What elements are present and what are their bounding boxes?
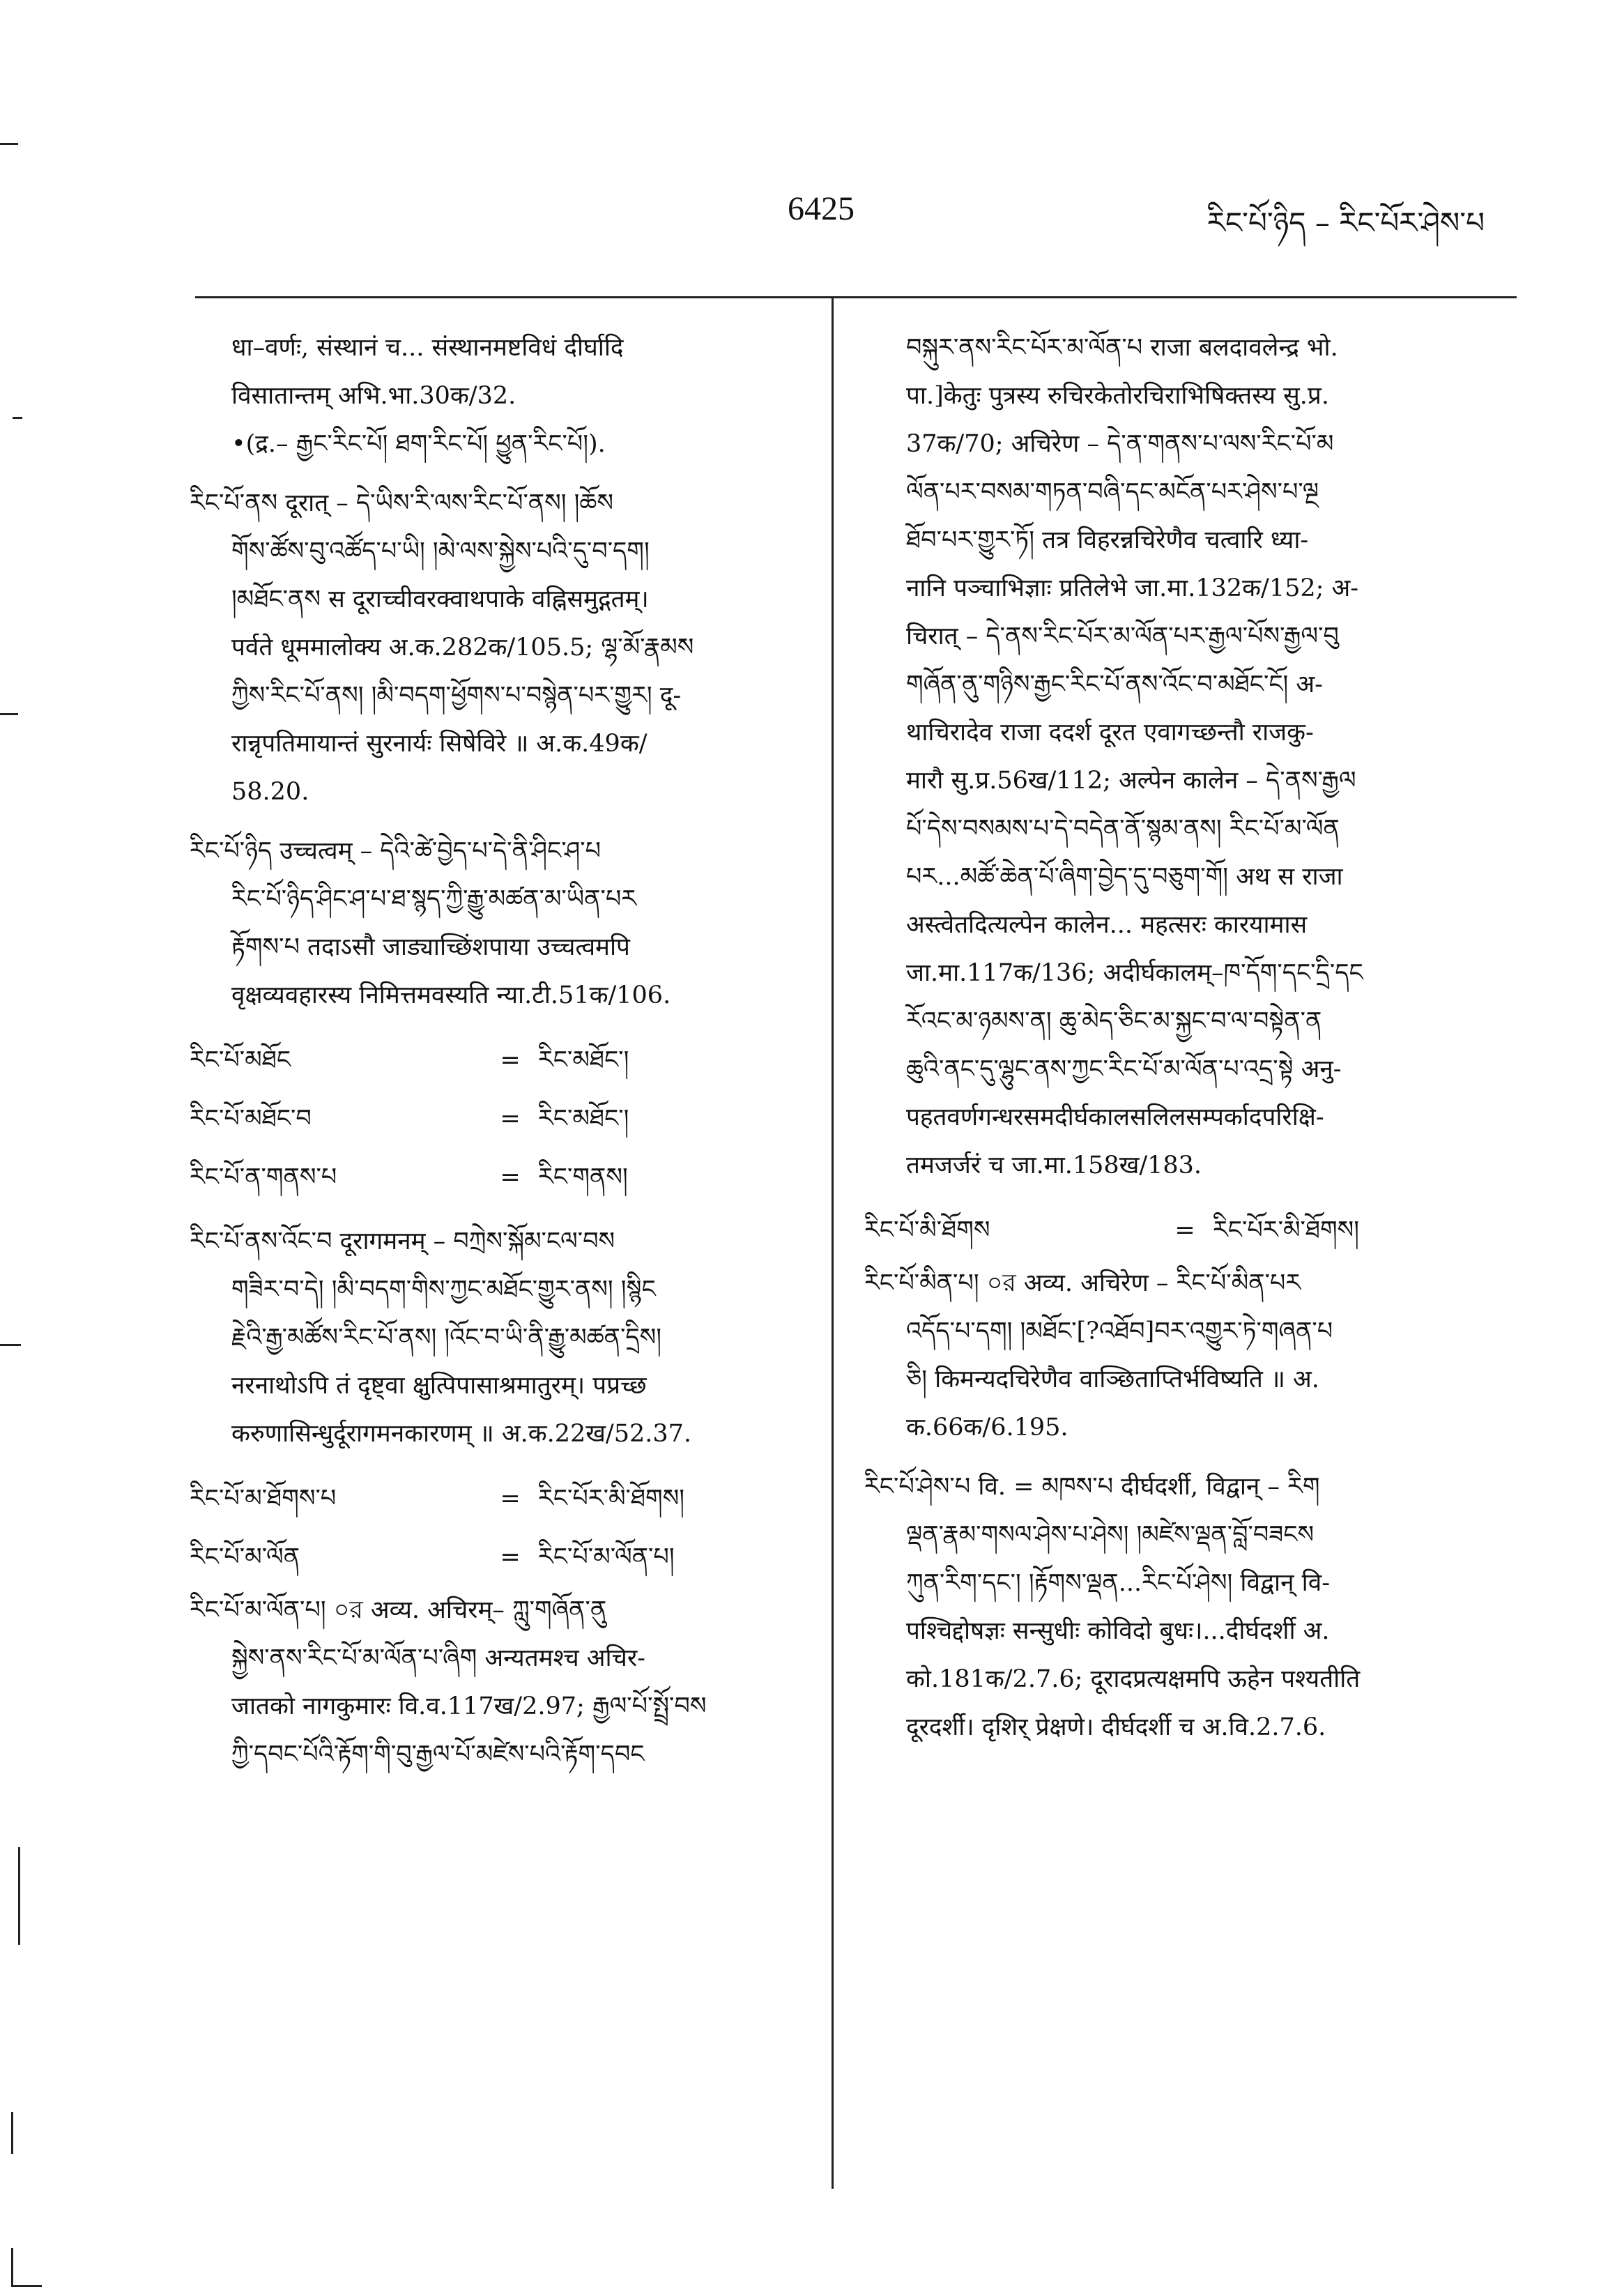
headword: རིང་པོ་མ་ཐོགས་པ bbox=[190, 1485, 337, 1513]
entry-text-line: ལོན་པར་བསམ་གཏན་བཞི་དང་མངོན་པར་ཤེས་པ་ལྔ bbox=[906, 478, 1319, 506]
headword: རིང་པོ་མ་ལོན bbox=[190, 1543, 300, 1571]
see-also-term: རིང་མཐོང་། bbox=[538, 1105, 629, 1133]
entry-text-line: को.181क/2.7.6; दूरादप्रत्यक्षमपि ऊहेन पश्यतीति bbox=[906, 1665, 1361, 1693]
headword: རིང་པོ་ན་གནས་པ bbox=[190, 1163, 337, 1191]
cross-reference-row bbox=[190, 1528, 817, 1586]
headword: རིང་པོ་མཐོང་བ bbox=[190, 1105, 312, 1133]
see-also-term: རིང་པོ་མ་ལོན་པ། bbox=[538, 1543, 675, 1571]
entry-text-line: །མཐོང་ནས स दूराच्चीवरक्वाथपाके वह्निसमुद्गतम्। bbox=[231, 586, 649, 613]
entry-text-line: पश्चिद्दोषज्ञः सन्सुधीः कोविदो बुधः।...दीर्घदर्शी अ. bbox=[906, 1617, 1330, 1645]
entry-text-line: 58.20. bbox=[231, 778, 309, 806]
entry-text-line: ཐོབ་པར་གྱུར་ཏོ། तत्र विहरन्नचिरेणैव चत्वारि ध्या- bbox=[906, 526, 1309, 554]
entry-text-line: रान्नृपतिमायान्तं सुरनार्यः सिषेविरे ॥ अ.क.49क/ bbox=[231, 730, 648, 758]
headword: རིང་པོ་མི་ཐོགས bbox=[864, 1216, 990, 1244]
see-also-term: རིང་མཐོང་། bbox=[538, 1046, 629, 1074]
see-also-term: རིང་པོར་མི་ཐོགས། bbox=[1213, 1216, 1360, 1244]
entry-text-line: चिरात् – དེ་ནས་རིང་པོར་མ་ལོན་པར་རྒྱལ་པོས་རྒྱལ་བུ bbox=[906, 622, 1339, 650]
entry-text-line: अस्त्वेतदित्यल्पेन कालेन... महत्सरः कारयामास bbox=[906, 911, 1308, 939]
header-rule bbox=[195, 296, 1517, 298]
entry-gap bbox=[864, 1190, 1500, 1201]
margin-mark bbox=[11, 2285, 42, 2287]
entry-headword-line: རིང་པོ་ཉིད उच्चत्वम् – དེའི་ཚེ་བྱེད་པ་དེ་ནི་ཤིང་ཤ་པ bbox=[190, 837, 602, 865]
entry-gap bbox=[190, 1020, 817, 1031]
margin-mark bbox=[11, 2248, 13, 2286]
entry-text-line: नानि पञ्चाभिज्ञाः प्रतिलेभे जा.मा.132क/152; अ- bbox=[906, 574, 1359, 602]
entry-text-line: རྗེའི་རྒྱ་མཚོས་རིང་པོ་ནས། །འོང་བ་ཡི་ནི་རྒྱུ་མཚན་དྲིས། bbox=[231, 1324, 662, 1352]
cross-reference-row bbox=[190, 1469, 817, 1528]
entry-headword-line: རིང་པོ་ཤེས་པ वि. = མཁས་པ दीर्घदर्शी, विद्वान् – རིག bbox=[864, 1473, 1320, 1501]
see-also-term: རིང་གནས། bbox=[538, 1163, 628, 1191]
entry-headword-line: རིང་པོ་ནས दूरात् – དེ་ཡིས་རི་ལས་རིང་པོ་ནས། །ཆོས bbox=[190, 489, 613, 517]
entry-text-line: ཆུའི་ནང་དུ་ལྷུང་ནས་ཀྱང་རིང་པོ་མ་ལོན་པ་འདྲ་སྟེ अनु- bbox=[906, 1055, 1342, 1083]
entry-text-line: པོ་དེས་བསམས་པ་དེ་བདེན་ནོ་སྙམ་ནས། རིང་པོ་མ་ལོན bbox=[906, 815, 1340, 843]
margin-mark bbox=[18, 1847, 20, 1945]
equals-sign: = bbox=[500, 1163, 521, 1191]
entry-text-line: འདོད་པ་དག། །མཐོང་[?འཐོབ]བར་འགྱུར་ཏེ་གཞན་པ bbox=[906, 1317, 1333, 1345]
entry-text-line: བསྐུར་ནས་རིང་པོར་མ་ལོན་པ राजा बलदावलेन्द्र भो. bbox=[906, 334, 1338, 362]
entry-text-line: ཅི། किमन्यदचिरेणैव वाञ्छिताप्तिर्भविष्यति ॥ अ. bbox=[906, 1366, 1319, 1393]
entry-text-line: པར...མཚོ་ཆེན་པོ་ཞིག་བྱེད་དུ་བཅུག་གོ། अथ स राजा bbox=[906, 863, 1343, 891]
entry-gap bbox=[190, 1458, 817, 1469]
equals-sign: = bbox=[500, 1046, 521, 1074]
entry-text-line: पहतवर्णगन्धरसमदीर्घकालसलिलसम्पर्कादपरिक्षि- bbox=[906, 1103, 1324, 1131]
equals-sign: = bbox=[500, 1105, 521, 1133]
column-divider bbox=[832, 296, 834, 2189]
margin-mark bbox=[0, 143, 18, 145]
page-number: 6425 bbox=[788, 190, 855, 227]
entry-text-line: पा.]केतुः पुत्रस्य रुचिरकेतोरचिराभिषिक्तस्य सु.प्र. bbox=[906, 382, 1329, 410]
cross-reference-row bbox=[190, 1031, 817, 1089]
entry-text-line: ཀུན་རིག་དང་། །རྟོགས་ལྡན...རིང་པོ་ཤེས། विद्वान् वि- bbox=[906, 1569, 1331, 1597]
see-also-term: རིང་པོར་མི་ཐོགས། bbox=[538, 1485, 685, 1513]
entry-text-line: विसातान्तम् अभि.भा.30क/32. bbox=[231, 382, 516, 410]
entry-text-line: གཞོན་ནུ་གཉིས་རྒྱང་རིང་པོ་ནས་འོང་བ་མཐོང་ངོ། अ- bbox=[906, 671, 1324, 698]
entry-text-line: दूरदर्शी। दृशिर् प्रेक्षणे। दीर्घदर्शी च अ.वि.2.7.6. bbox=[906, 1713, 1326, 1741]
entry-text-line: तमजर्जरं च जा.मा.158ख/183. bbox=[906, 1152, 1202, 1179]
cross-reference-row bbox=[190, 1089, 817, 1148]
margin-mark bbox=[0, 1344, 21, 1346]
entry-text-line: क.66क/6.195. bbox=[906, 1414, 1068, 1442]
left-column bbox=[190, 324, 817, 2206]
right-column bbox=[864, 324, 1500, 2206]
entry-gap bbox=[190, 816, 817, 827]
entry-text-line: •(द्र.– རྒྱང་རིང་པོ། ཐག་རིང་པོ། ཕྱུན་རིང་པོ།). bbox=[231, 430, 606, 458]
entry-gap bbox=[190, 1207, 817, 1218]
entry-gap bbox=[864, 1452, 1500, 1463]
entry-headword-line: རིང་པོ་མ་ལོན་པ། ০র अव्य. अचिरम्– ཀླུ་གཞོན་ནུ bbox=[190, 1596, 607, 1624]
equals-sign: = bbox=[500, 1485, 521, 1513]
entry-text-line: करुणासिन्धुर्दूरागमनकारणम् ॥ अ.क.22ख/52.37. bbox=[231, 1420, 692, 1448]
guide-words: རིང་པོ་ཉིད – རིང་པོར་ཤེས་པ bbox=[1206, 206, 1485, 240]
entry-text-line: གོས་ཚོས་བུ་འཚོད་པ་ཡི། །མེ་ལས་སྐྱེས་པའི་དུ་བ་དག། bbox=[231, 537, 650, 565]
margin-mark bbox=[0, 713, 18, 715]
margin-mark bbox=[13, 417, 22, 419]
headword: རིང་པོ་མཐོང bbox=[190, 1046, 291, 1074]
entry-headword-line: རིང་པོ་མིན་པ། ০র अव्य. अचिरेण – རིང་པོ་མིན་པར bbox=[864, 1269, 1301, 1297]
entry-text-line: 37क/70; अचिरेण – དེ་ན་གནས་པ་ལས་རིང་པོ་མ bbox=[906, 430, 1334, 458]
entry-text-line: ལྡན་རྣམ་གསལ་ཤེས་པ་ཤེས། །མཛེས་ལྡན་བློ་བཟངས bbox=[906, 1521, 1315, 1549]
equals-sign: = bbox=[1174, 1216, 1195, 1244]
entry-text-line: पर्वते धूममालोक्य अ.क.282क/105.5; ལྷ་མོ་རྣམས bbox=[231, 634, 694, 662]
entry-headword-line: རིང་པོ་ནས་འོང་བ दूरागमनम् – བཀྲེས་སྐོམ་ངལ་བས bbox=[190, 1228, 615, 1255]
entry-text-line: जातको नागकुमारः वि.व.117ख/2.97; རྒྱལ་པོ་སྤྲོ་བས bbox=[231, 1692, 707, 1720]
cross-reference-row bbox=[864, 1201, 1500, 1260]
entry-text-line: नरनाथोऽपि तं दृष्ट्वा क्षुत्पिपासाश्रमातुरम्। पप्रच्छ bbox=[231, 1372, 647, 1400]
entry-text-line: धा–वर्णः, संस्थानं च... संस्थानमष्टविधं दीर्घादि bbox=[231, 334, 624, 362]
entry-text-line: རིང་པོ་ཉིད་ཤིང་ཤ་པ་ཐ་སྙད་ཀྱི་རྒྱུ་མཚན་མ་ཡིན་པར bbox=[231, 885, 637, 913]
entry-text-line: ཀྱི་དབང་པོའི་རྟོག་གི་བུ་རྒྱལ་པོ་མཛེས་པའི་རྟོག་དབང bbox=[231, 1741, 645, 1768]
entry-text-line: རྟོགས་པ तदाऽसौ जाड्याच्छिंशपाया उच्चत्वमपि bbox=[231, 933, 630, 961]
entry-text-line: जा.मा.117क/136; अदीर्घकालम्–ཁ་དོག་དང་དྲི་དང bbox=[906, 959, 1363, 987]
margin-mark bbox=[11, 2112, 13, 2154]
entry-text-line: ཀྱིས་རིང་པོ་ནས། །མི་བདག་ཕྱོགས་པ་བསྙེན་པར་གྱུར། दू- bbox=[231, 682, 682, 710]
entry-text-line: གཟིར་བ་དེ། །མི་བདག་གིས་ཀྱང་མཐོང་གྱུར་ནས། །སྙིང bbox=[231, 1276, 656, 1303]
entry-text-line: मारौ सु.प्र.56ख/112; अल्पेन कालेन – དེ་ནས་རྒྱལ bbox=[906, 767, 1356, 795]
equals-sign: = bbox=[500, 1543, 521, 1571]
entry-text-line: རོའང་མ་ཉམས་ན། ཆུ་མེད་ཅིང་མ་སྐྱང་བ་ལ་བསྟེན་ན bbox=[906, 1007, 1322, 1035]
entry-gap bbox=[190, 468, 817, 480]
cross-reference-row bbox=[190, 1148, 817, 1207]
entry-text-line: སྐྱེས་ནས་རིང་པོ་མ་ལོན་པ་ཞིག अन्यतमश्च अचिर- bbox=[231, 1644, 645, 1672]
entry-text-line: वृक्षव्यवहारस्य निमित्तमवस्यति न्या.टी.51क/106. bbox=[231, 981, 671, 1009]
entry-text-line: थाचिरादेव राजा ददर्श दूरत एवागच्छन्तौ राजकु- bbox=[906, 719, 1314, 747]
